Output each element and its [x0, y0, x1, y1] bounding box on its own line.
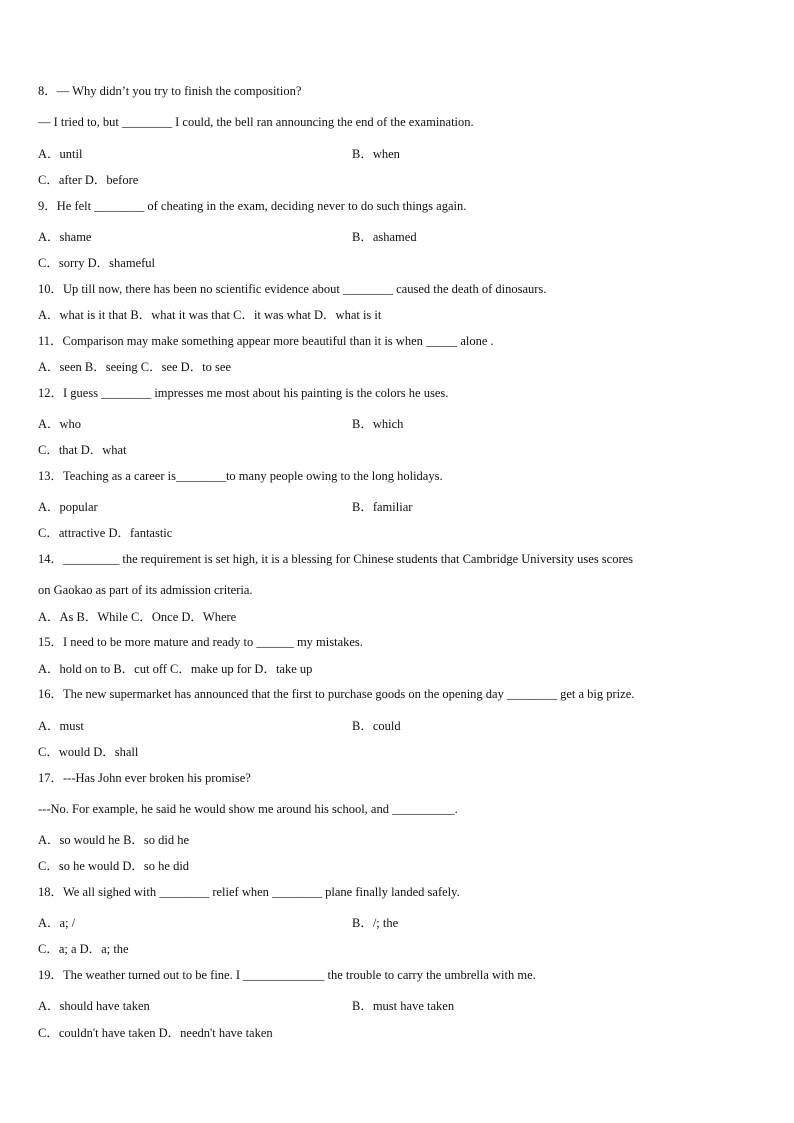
question-19-options-cd[interactable]: C．couldn't have taken D．needn't have taken: [38, 1026, 273, 1040]
question-13-stem: 13．Teaching as a career is________to many people owing to the long holidays.: [38, 469, 443, 483]
question-15-stem: 15．I need to be more mature and ready to ______ my mistakes.: [38, 635, 363, 649]
question-11-options[interactable]: A．seen B．seeing C．see D．to see: [38, 360, 232, 374]
question-9-stem: 9．He felt ________ of cheating in the exam, deciding never to do such things again.: [38, 199, 467, 213]
question-16-option-a[interactable]: A．must: [38, 719, 84, 733]
question-16-options-cd[interactable]: C．would D．shall: [38, 745, 139, 759]
question-17-options-cd[interactable]: C．so he would D．so he did: [38, 859, 190, 873]
question-16-stem: 16．The new supermarket has announced that the first to purchase goods on the opening day ________ get a big prize.: [38, 687, 635, 701]
question-18-option-b[interactable]: B．/; the: [352, 916, 399, 930]
question-10-stem: 10．Up till now, there has been no scientific evidence about ________ caused the death of dinosaurs.: [38, 282, 547, 296]
question-19-option-a[interactable]: A．should have taken: [38, 999, 150, 1013]
question-13-option-a[interactable]: A．popular: [38, 500, 98, 514]
question-15-options[interactable]: A．hold on to B．cut off C．make up for D．take up: [38, 662, 313, 676]
question-11-stem: 11．Comparison may make something appear more beautiful than it is when _____ alone .: [38, 334, 494, 348]
question-13-options-ab: [38, 499, 764, 515]
question-12-options-cd[interactable]: C．that D．what: [38, 443, 127, 457]
question-17-stem-2: ---No. For example, he said he would show me around his school, and __________.: [38, 802, 458, 816]
question-9-options-ab: [38, 229, 764, 245]
question-17-options-ab[interactable]: A．so would he B．so did he: [38, 833, 190, 847]
question-19-stem: 19．The weather turned out to be fine. I _____________ the trouble to carry the umbrella with me.: [38, 968, 536, 982]
question-12-options-ab: [38, 416, 764, 432]
question-18-options-cd[interactable]: C．a; a D．a; the: [38, 942, 129, 956]
question-13-option-b[interactable]: B．familiar: [352, 500, 413, 514]
question-13-options-cd[interactable]: C．attractive D．fantastic: [38, 526, 173, 540]
question-8-options-cd[interactable]: C．after D．before: [38, 173, 139, 187]
question-9-option-a[interactable]: A．shame: [38, 230, 92, 244]
question-17-stem: 17．---Has John ever broken his promise?: [38, 771, 251, 785]
question-14-stem-2: on Gaokao as part of its admission criteria.: [38, 583, 253, 597]
question-8-stem-2: — I tried to, but ________ I could, the bell ran announcing the end of the examination.: [38, 115, 474, 129]
question-18-stem: 18．We all sighed with ________ relief when ________ plane finally landed safely.: [38, 885, 460, 899]
question-9-options-cd[interactable]: C．sorry D．shameful: [38, 256, 155, 270]
question-12-option-b[interactable]: B．which: [352, 417, 404, 431]
question-10-options[interactable]: A．what is it that B．what it was that C．it was what D．what is it: [38, 308, 382, 322]
question-8-option-a[interactable]: A．until: [38, 147, 83, 161]
question-14-stem: 14．_________ the requirement is set high, it is a blessing for Chinese students that Cambridge University uses scores: [38, 552, 634, 566]
question-8-option-b[interactable]: B．when: [352, 147, 400, 161]
question-8-stem: 8．— Why didn’t you try to finish the composition?: [38, 84, 302, 98]
question-18-options-ab: [38, 915, 764, 931]
question-14-options[interactable]: A．As B．While C．Once D．Where: [38, 610, 237, 624]
question-8-options-ab: [38, 146, 764, 162]
question-18-option-a[interactable]: A．a; /: [38, 916, 76, 930]
question-12-option-a[interactable]: A．who: [38, 417, 82, 431]
question-9-option-b[interactable]: B．ashamed: [352, 230, 417, 244]
question-16-options-ab: [38, 718, 764, 734]
question-19-option-b[interactable]: B．must have taken: [352, 999, 455, 1013]
question-19-options-ab: [38, 998, 764, 1014]
question-16-option-b[interactable]: B．could: [352, 719, 401, 733]
question-12-stem: 12．I guess ________ impresses me most about his painting is the colors he uses.: [38, 386, 449, 400]
